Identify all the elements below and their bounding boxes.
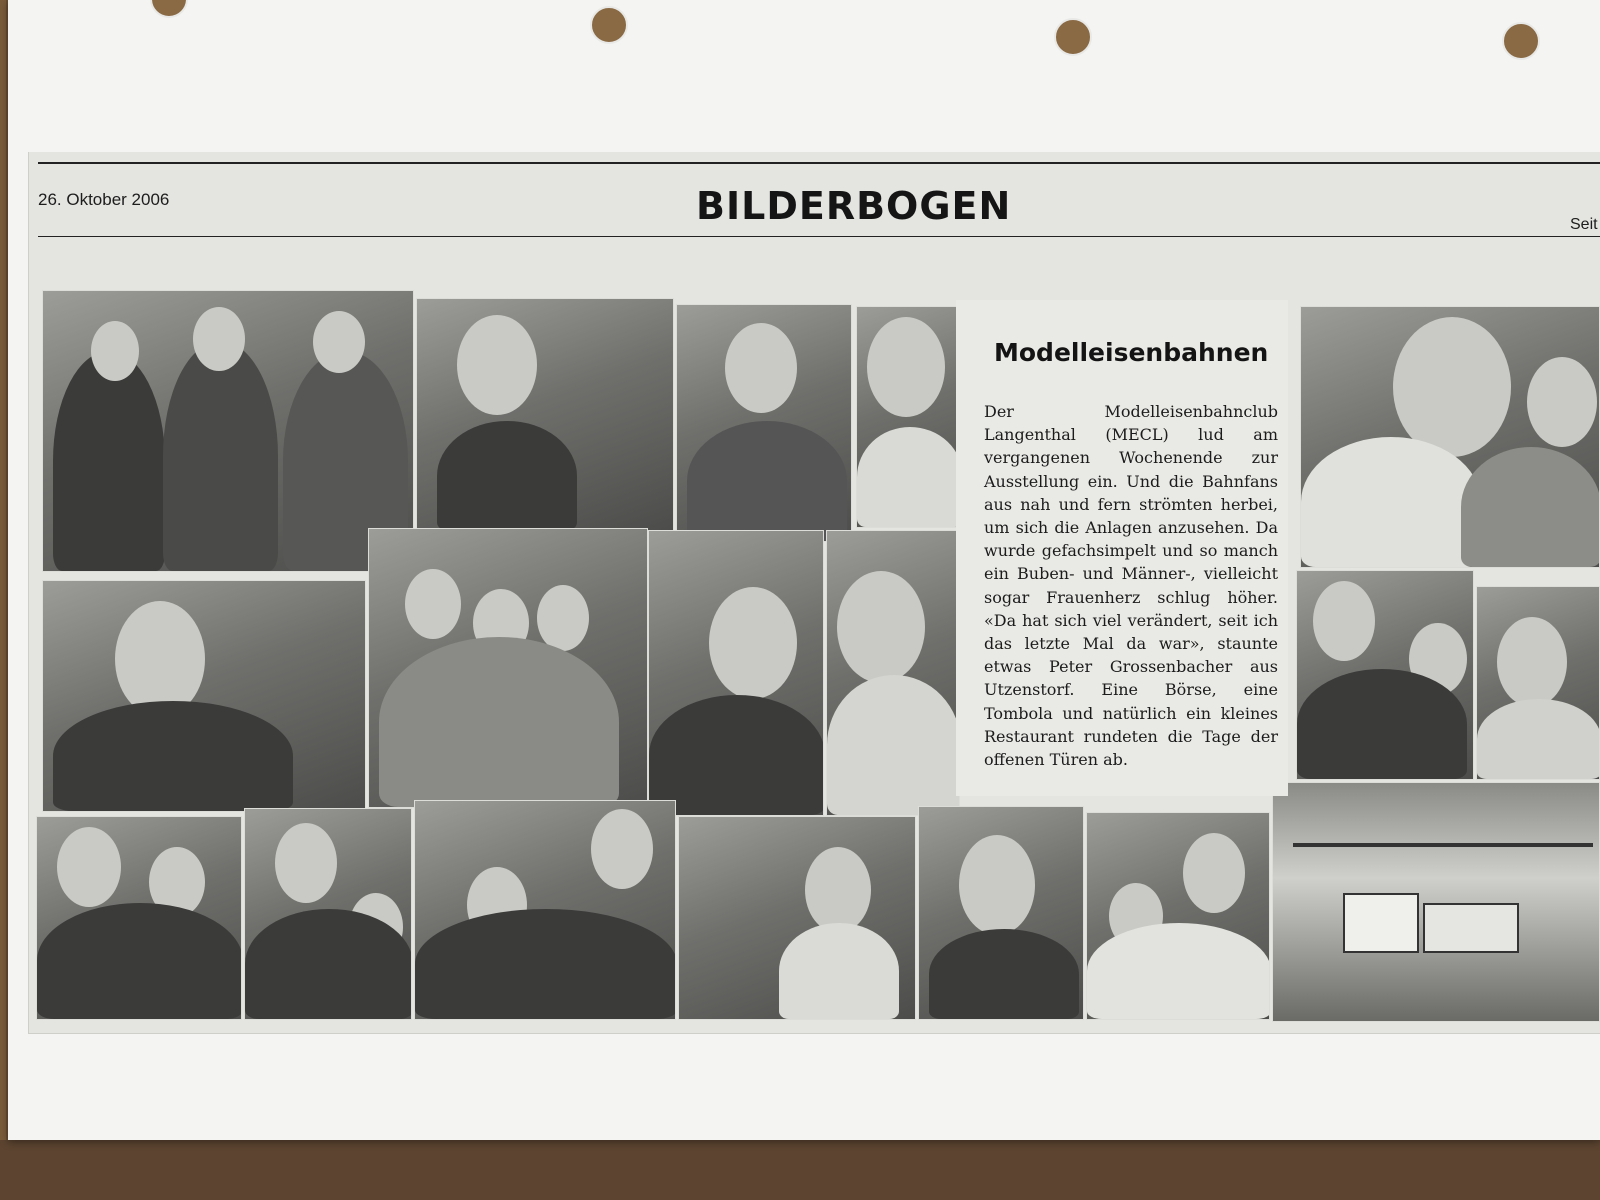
photo-three-adults <box>42 290 414 572</box>
photo-boy-cap <box>918 806 1084 1020</box>
section-title: BILDERBOGEN <box>696 184 1012 228</box>
photo-two-older-men <box>36 816 242 1020</box>
photo-boy-layout <box>416 298 674 532</box>
table-edge <box>0 1140 1600 1200</box>
punch-hole <box>1054 18 1092 56</box>
punch-hole <box>1502 22 1540 60</box>
header-rule <box>38 236 1600 237</box>
article-headline: Modelleisenbahnen <box>994 338 1269 367</box>
photo-woman-and-child <box>1086 812 1270 1020</box>
photo-bald-man-glasses <box>648 530 824 816</box>
photo-man-and-teen <box>1300 306 1600 568</box>
article-body: Der Modelleisenbahnclub Langenthal (MECL) lud am vergangenen Wochenende zur Ausstellung ein. Und die Bahnfans aus nah und fern strömten herbei, um sich die Anlagen anzusehen. Da wurde gefachsimpelt und so manch ein Buben- und Männer-, vielleicht sogar Frauenherz schlug höher. «Da hat sich viel verändert, seit ich das letzte Mal da war», staunte etwas Peter Grossenbacher aus Utzenstorf. Eine Börse, eine Tombola und natürlich ein kleines Restaurant rundeten die Tage der offenen Türen ab. <box>984 402 1278 770</box>
top-rule <box>38 162 1600 164</box>
issue-date: 26. Oktober 2006 <box>38 190 170 209</box>
photo-model-railway-layout <box>1272 782 1600 1022</box>
photo-man-plaid <box>1296 570 1474 780</box>
photo-man-smiling <box>856 306 962 528</box>
photo-grey-haired-man <box>826 530 960 816</box>
photo-older-woman <box>676 304 852 542</box>
punch-hole <box>150 0 188 18</box>
photo-man-glasses-right <box>1476 586 1600 780</box>
photo-man-with-children <box>368 528 648 808</box>
page-reference: Seit <box>1570 216 1598 233</box>
punch-hole <box>590 6 628 44</box>
photo-man-at-table <box>678 816 916 1020</box>
photo-man-and-girl <box>244 808 412 1020</box>
photo-older-man-striped <box>42 580 366 812</box>
photo-boy-and-man <box>414 800 676 1020</box>
